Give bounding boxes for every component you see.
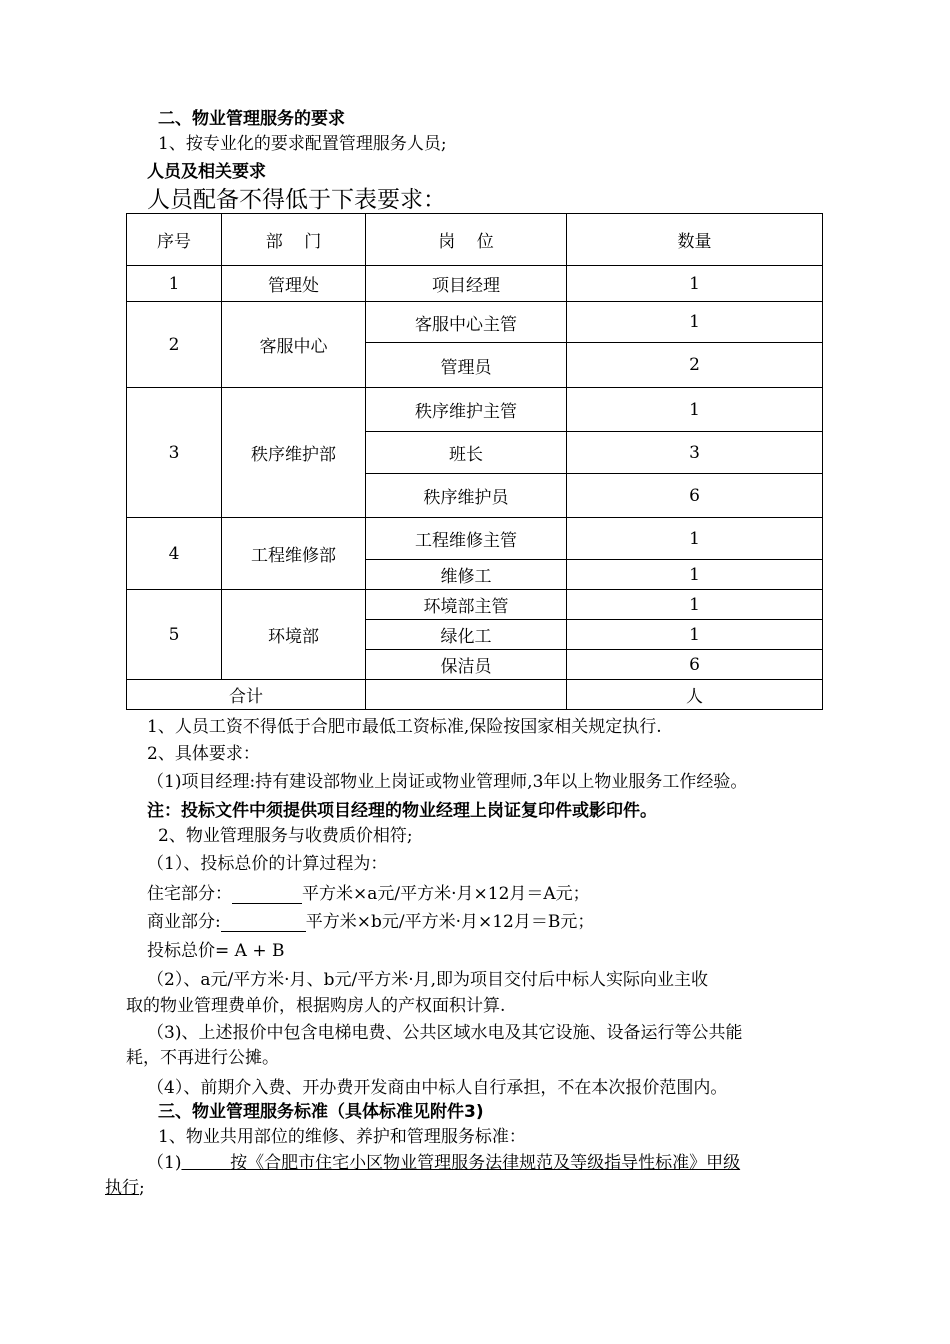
cell-post: 班长 — [366, 432, 567, 474]
cell-post: 秩序维护员 — [366, 474, 567, 518]
residential-formula: 平方米×a元/平方米·月×12月＝A元； — [302, 884, 590, 904]
para-3-line-2: 耗，不再进行公摊。 — [126, 1048, 279, 1068]
header-cell-no: 序号 — [127, 214, 222, 266]
sub-1-text: 按《合肥市住宅小区物业管理服务法律规范及等级指导性标准》甲级 — [230, 1153, 741, 1173]
section-3-item-1: 1、物业共用部位的维修、养护和管理服务标准： — [158, 1127, 526, 1147]
total-post — [366, 680, 567, 710]
header-cell-qty: 数量 — [567, 214, 823, 266]
cell-dept: 环境部 — [222, 590, 366, 680]
staff-heading: 人员及相关要求 — [147, 162, 266, 182]
sub-1-cont-text: 执行 — [105, 1178, 139, 1198]
cell-qty: 1 — [567, 620, 823, 650]
cell-post: 工程维修主管 — [366, 518, 567, 560]
cell-dept: 秩序维护部 — [222, 388, 366, 518]
commercial-formula: 平方米×b元/平方米·月×12月＝B元； — [305, 912, 595, 932]
residential-line — [147, 883, 590, 905]
cell-qty: 1 — [567, 388, 823, 432]
sub-1-cont-punct: ; — [139, 1178, 145, 1198]
cell-post: 绿化工 — [366, 620, 567, 650]
section-3-sub-1-cont — [105, 1177, 145, 1199]
para-2-line-1: （2）、a元/平方米·月、b元/平方米·月,即为项目交付后中标人实际向业主收 — [147, 970, 708, 990]
cell-qty: 1 — [567, 266, 823, 302]
commercial-blank — [221, 913, 306, 932]
staffing-table — [126, 213, 823, 710]
cell-post: 环境部主管 — [366, 590, 567, 620]
note-1: 1、人员工资不得低于合肥市最低工资标准,保险按国家相关规定执行. — [147, 717, 662, 737]
cell-no: 3 — [127, 388, 222, 518]
section-2-title: 二、物业管理服务的要求 — [158, 109, 345, 129]
cell-no: 5 — [127, 590, 222, 680]
cell-no: 4 — [127, 518, 222, 590]
total-label: 合计 — [127, 680, 366, 710]
item-2: 2、物业管理服务与收费质价相符; — [158, 826, 413, 846]
cell-qty: 1 — [567, 518, 823, 560]
note-2: 2、具体要求： — [147, 744, 260, 764]
cell-dept: 管理处 — [222, 266, 366, 302]
commercial-label: 商业部分: — [147, 912, 221, 932]
section-3-sub-1 — [147, 1152, 740, 1174]
section-3-title: 三、物业管理服务标准（具体标准见附件3) — [158, 1102, 484, 1122]
note-2-1: （1)项目经理:持有建设部物业上岗证或物业管理师,3年以上物业服务工作经验。 — [147, 772, 748, 792]
cell-post: 客服中心主管 — [366, 302, 567, 343]
sub-1-prefix: （1) — [147, 1153, 182, 1173]
note-bold: 注：投标文件中须提供项目经理的物业经理上岗证复印件或影印件。 — [147, 801, 657, 821]
cell-dept: 工程维修部 — [222, 518, 366, 590]
cell-qty: 6 — [567, 650, 823, 680]
table-row — [127, 518, 823, 560]
para-3-line-1: （3)、上述报价中包含电梯电费、公共区域水电及其它设施、设备运行等公共能 — [147, 1023, 743, 1043]
staff-intro: 人员配备不得低于下表要求： — [147, 187, 446, 213]
cell-no: 1 — [127, 266, 222, 302]
section-2-item-1: 1、按专业化的要求配置管理服务人员; — [158, 134, 447, 154]
cell-qty: 2 — [567, 343, 823, 388]
table-row — [127, 388, 823, 432]
cell-no: 2 — [127, 302, 222, 388]
cell-qty: 6 — [567, 474, 823, 518]
cell-qty: 1 — [567, 302, 823, 343]
cell-post: 保洁员 — [366, 650, 567, 680]
total-qty: 人 — [567, 680, 823, 710]
cell-post: 项目经理 — [366, 266, 567, 302]
cell-qty: 1 — [567, 560, 823, 590]
commercial-line — [147, 911, 594, 933]
table-row — [127, 590, 823, 620]
residential-label: 住宅部分： — [147, 884, 232, 904]
table-header-row — [127, 214, 823, 266]
cell-post: 秩序维护主管 — [366, 388, 567, 432]
cell-qty: 1 — [567, 590, 823, 620]
residential-blank — [232, 885, 302, 904]
table-row — [127, 266, 823, 302]
header-cell-dept: 部 门 — [222, 214, 366, 266]
sub-1-gap — [181, 1153, 230, 1173]
cell-post: 维修工 — [366, 560, 567, 590]
para-4: （4）、前期介入费、开办费开发商由中标人自行承担，不在本次报价范围内。 — [147, 1078, 728, 1098]
table-total-row — [127, 680, 823, 710]
header-cell-post: 岗 位 — [366, 214, 567, 266]
table-row — [127, 302, 823, 343]
para-2-line-2: 取的物业管理费单价，根据购房人的产权面积计算. — [126, 996, 506, 1016]
cell-qty: 3 — [567, 432, 823, 474]
cell-post: 管理员 — [366, 343, 567, 388]
calc-intro: （1）、投标总价的计算过程为： — [147, 854, 388, 874]
cell-dept: 客服中心 — [222, 302, 366, 388]
total-price: 投标总价= A + B — [147, 941, 285, 961]
